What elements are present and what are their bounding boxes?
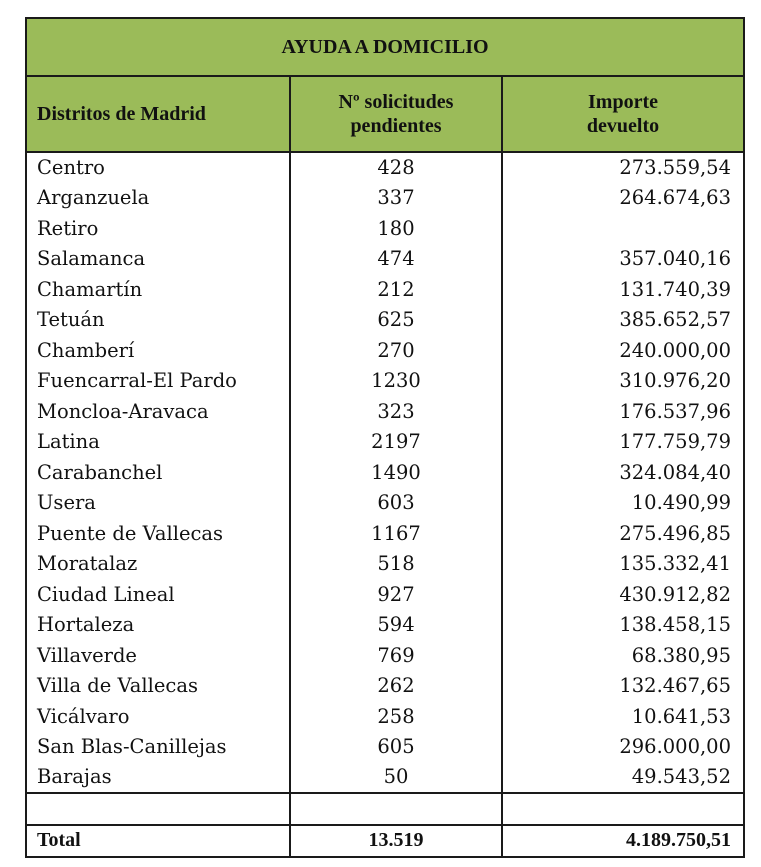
- table-row: [26, 213, 744, 244]
- district-cell: Latina: [26, 427, 290, 458]
- table-row: [26, 671, 744, 702]
- amount-cell: 177.759,79: [502, 427, 744, 458]
- table-row: [26, 457, 744, 488]
- amount-cell: 310.976,20: [502, 366, 744, 397]
- amount-cell: 240.000,00: [502, 335, 744, 366]
- table-title-row: [26, 18, 744, 76]
- requests-cell: 1167: [290, 518, 502, 549]
- blank-row: [26, 793, 744, 825]
- amount-cell: 273.559,54: [502, 152, 744, 183]
- table-title: AYUDA A DOMICILIO: [26, 18, 744, 76]
- requests-cell: 1490: [290, 457, 502, 488]
- requests-cell: 2197: [290, 427, 502, 458]
- total-row: [26, 825, 744, 857]
- table-row: [26, 152, 744, 183]
- amount-cell: 10.641,53: [502, 701, 744, 732]
- header-amount-line1: Importe: [588, 91, 658, 113]
- district-cell: Chamberí: [26, 335, 290, 366]
- total-requests: 13.519: [290, 825, 502, 857]
- table-row: [26, 549, 744, 580]
- requests-cell: 769: [290, 640, 502, 671]
- requests-cell: 927: [290, 579, 502, 610]
- table-row: [26, 366, 744, 397]
- district-cell: San Blas-Canillejas: [26, 732, 290, 763]
- table-row: [26, 701, 744, 732]
- requests-cell: 1230: [290, 366, 502, 397]
- table-row: [26, 335, 744, 366]
- requests-cell: 212: [290, 274, 502, 305]
- requests-cell: 258: [290, 701, 502, 732]
- district-cell: Vicálvaro: [26, 701, 290, 732]
- table-row: [26, 518, 744, 549]
- table-row: [26, 244, 744, 275]
- amount-cell: 324.084,40: [502, 457, 744, 488]
- header-district: Distritos de Madrid: [26, 76, 290, 152]
- requests-cell: 603: [290, 488, 502, 519]
- amount-cell: 135.332,41: [502, 549, 744, 580]
- table-row: [26, 427, 744, 458]
- amount-cell: 275.496,85: [502, 518, 744, 549]
- district-cell: Retiro: [26, 213, 290, 244]
- district-cell: Salamanca: [26, 244, 290, 275]
- requests-cell: 594: [290, 610, 502, 641]
- district-cell: Barajas: [26, 762, 290, 793]
- district-cell: Fuencarral-El Pardo: [26, 366, 290, 397]
- requests-cell: 625: [290, 305, 502, 336]
- amount-cell: 138.458,15: [502, 610, 744, 641]
- district-cell: Arganzuela: [26, 183, 290, 214]
- district-cell: Hortaleza: [26, 610, 290, 641]
- blank-cell: [502, 793, 744, 825]
- table-header-row: [26, 76, 744, 152]
- amount-cell: 264.674,63: [502, 183, 744, 214]
- table-row: [26, 640, 744, 671]
- district-cell: Villa de Vallecas: [26, 671, 290, 702]
- header-requests-line2: pendientes: [350, 115, 442, 137]
- table-row: [26, 732, 744, 763]
- requests-cell: 323: [290, 396, 502, 427]
- ayuda-domicilio-table: [25, 17, 745, 858]
- table-row: [26, 610, 744, 641]
- amount-cell: 357.040,16: [502, 244, 744, 275]
- table-row: [26, 396, 744, 427]
- table-row: [26, 488, 744, 519]
- table-body: [26, 152, 744, 793]
- header-requests-line1: Nº solicitudes: [338, 91, 454, 113]
- district-cell: Carabanchel: [26, 457, 290, 488]
- amount-cell: 296.000,00: [502, 732, 744, 763]
- amount-cell: 176.537,96: [502, 396, 744, 427]
- requests-cell: 337: [290, 183, 502, 214]
- district-cell: Villaverde: [26, 640, 290, 671]
- requests-cell: 180: [290, 213, 502, 244]
- table-row: [26, 274, 744, 305]
- requests-cell: 428: [290, 152, 502, 183]
- requests-cell: 270: [290, 335, 502, 366]
- table-row: [26, 762, 744, 793]
- requests-cell: 605: [290, 732, 502, 763]
- header-amount-line2: devuelto: [586, 115, 660, 137]
- district-cell: Centro: [26, 152, 290, 183]
- total-amount: 4.189.750,51: [502, 825, 744, 857]
- amount-cell: 131.740,39: [502, 274, 744, 305]
- district-cell: Moncloa-Aravaca: [26, 396, 290, 427]
- district-cell: Chamartín: [26, 274, 290, 305]
- amount-cell: 430.912,82: [502, 579, 744, 610]
- table-row: [26, 579, 744, 610]
- total-label: Total: [26, 825, 290, 857]
- header-requests: [290, 76, 502, 152]
- amount-cell: 10.490,99: [502, 488, 744, 519]
- table-row: [26, 305, 744, 336]
- table-row: [26, 183, 744, 214]
- amount-cell: 132.467,65: [502, 671, 744, 702]
- requests-cell: 262: [290, 671, 502, 702]
- amount-cell: [502, 213, 744, 244]
- header-amount: [502, 76, 744, 152]
- district-cell: Usera: [26, 488, 290, 519]
- blank-cell: [26, 793, 290, 825]
- district-cell: Puente de Vallecas: [26, 518, 290, 549]
- amount-cell: 68.380,95: [502, 640, 744, 671]
- district-cell: Tetuán: [26, 305, 290, 336]
- requests-cell: 474: [290, 244, 502, 275]
- requests-cell: 50: [290, 762, 502, 793]
- requests-cell: 518: [290, 549, 502, 580]
- district-cell: Ciudad Lineal: [26, 579, 290, 610]
- amount-cell: 385.652,57: [502, 305, 744, 336]
- blank-cell: [290, 793, 502, 825]
- amount-cell: 49.543,52: [502, 762, 744, 793]
- district-cell: Moratalaz: [26, 549, 290, 580]
